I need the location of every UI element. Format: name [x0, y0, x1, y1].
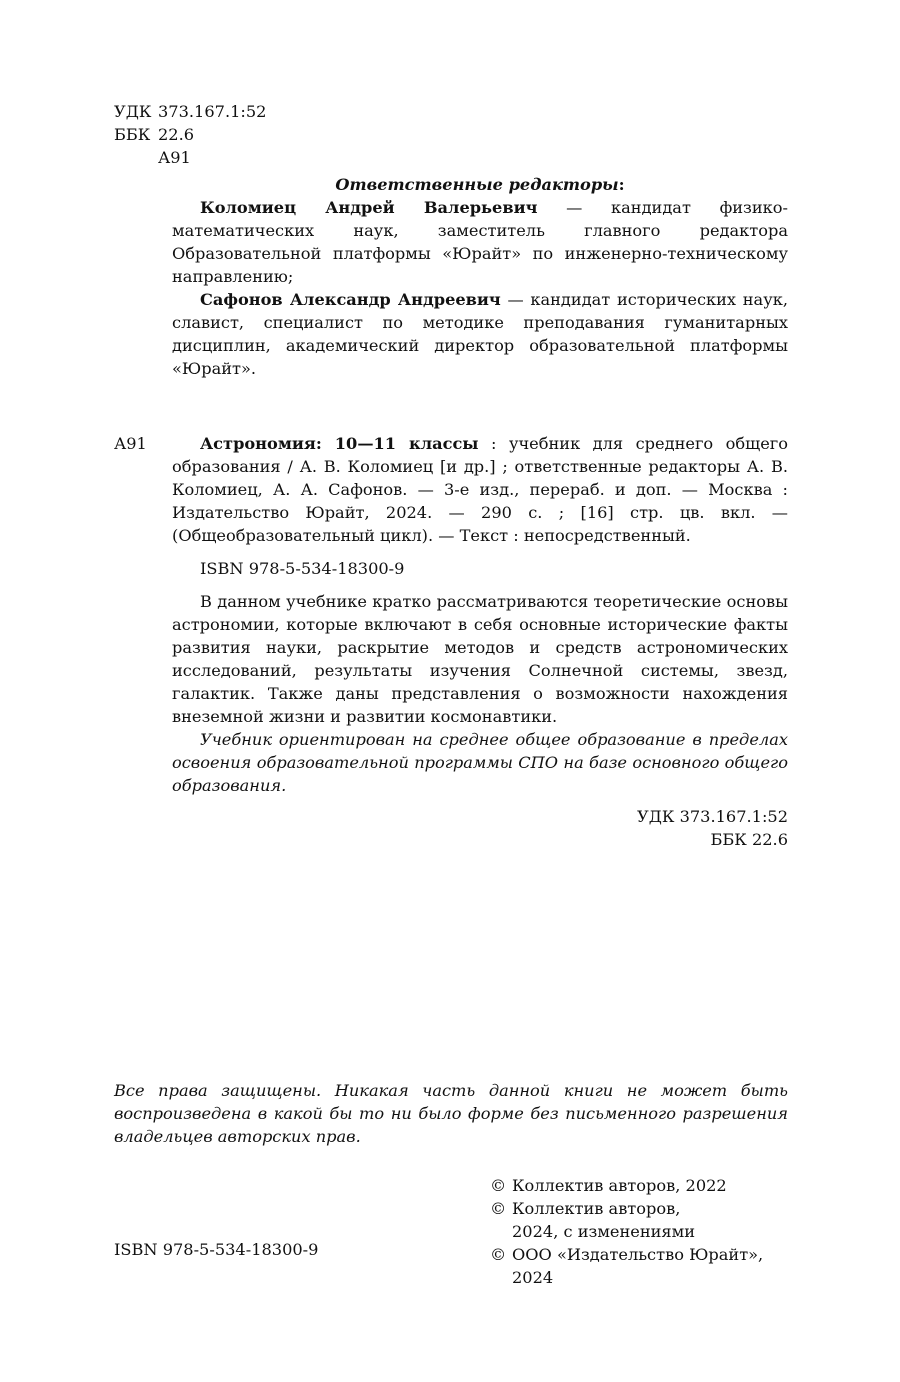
copyright-text: Коллектив авторов, 2024, с изменениями	[512, 1199, 696, 1241]
copyright-block	[490, 1174, 790, 1289]
annotation-text: В данном учебнике кратко рассматриваются теоретические основы астрономии, которые включают в себя основные исторические факты развития науки, раскрытие методов и средств астрономических исследований, результаты изучения Солнечной системы, звезд, галактик. Также даны представления о возможности нахождения внеземной жизни и развитии космонавтики.	[172, 592, 788, 726]
copyright-line	[490, 1174, 790, 1197]
editor-desc: — кандидат физико-математических наук, заместитель главного редактора Образовательной платформы «Юрайт» по инженерно-техническому направлению;	[172, 198, 788, 286]
footer-isbn: ISBN 978-5-534-18300-9	[114, 1240, 319, 1259]
udk-label: УДК	[114, 102, 152, 121]
editor-desc: — кандидат исторических наук, славист, специалист по методике преподавания гуманитарных дисциплин, академический директор образовательной платформы «Юрайт».	[172, 290, 788, 378]
copyright-line	[490, 1197, 790, 1243]
bibliographic-record	[172, 432, 788, 797]
editor-name: Сафонов Александр Андреевич	[200, 290, 501, 309]
editor-entry	[172, 196, 788, 288]
editors-heading: Ответственные редакторы:	[335, 175, 625, 194]
copyright-symbol: ©	[490, 1245, 507, 1264]
copyright-line	[490, 1243, 790, 1289]
copyright-symbol: ©	[490, 1199, 507, 1218]
classification-block	[114, 100, 266, 169]
bbk-label: ББК	[114, 125, 151, 144]
author-sign: А91	[158, 148, 191, 167]
editor-name: Коломиец Андрей Валерьевич	[200, 198, 538, 217]
copyright-text: ООО «Издательство Юрайт», 2024	[512, 1245, 764, 1287]
editors-block	[172, 173, 788, 380]
rights-notice: Все права защищены. Никакая часть данной книги не может быть воспроизведена в какой бы то ни было форме без письменного разрешения владельцев авторских прав.	[114, 1081, 788, 1146]
record-isbn: ISBN 978-5-534-18300-9	[200, 559, 405, 578]
bbk-value: 22.6	[158, 125, 195, 144]
udk-value: 373.167.1:52	[158, 102, 267, 121]
udk-right: УДК 373.167.1:52	[637, 807, 788, 826]
editor-entry	[172, 288, 788, 380]
bbk-right: ББК 22.6	[710, 830, 788, 849]
record-description: Астрономия: 10—11 классы : учебник для среднего общего образования / А. В. Коломиец [и др.] ; ответственные редакторы А. В. Коломиец, А. А. Сафонов. — 3-е изд., перераб. и доп. — Москва : Издательство Юрайт, 2024. — 290 с. ; [16] стр. цв. вкл. — (Общеобразовательный цикл). — Текст : непосредственный.	[172, 434, 788, 545]
annotation-audience: Учебник ориентирован на среднее общее образование в пределах освоения образовательной программы СПО на базе основного общего образования.	[172, 730, 788, 795]
copyright-text: Коллектив авторов, 2022	[512, 1176, 727, 1195]
record-sign: А91	[114, 434, 147, 453]
classification-right	[500, 805, 788, 851]
book-title: Астрономия: 10—11 классы	[200, 434, 479, 453]
copyright-symbol: ©	[490, 1176, 507, 1195]
